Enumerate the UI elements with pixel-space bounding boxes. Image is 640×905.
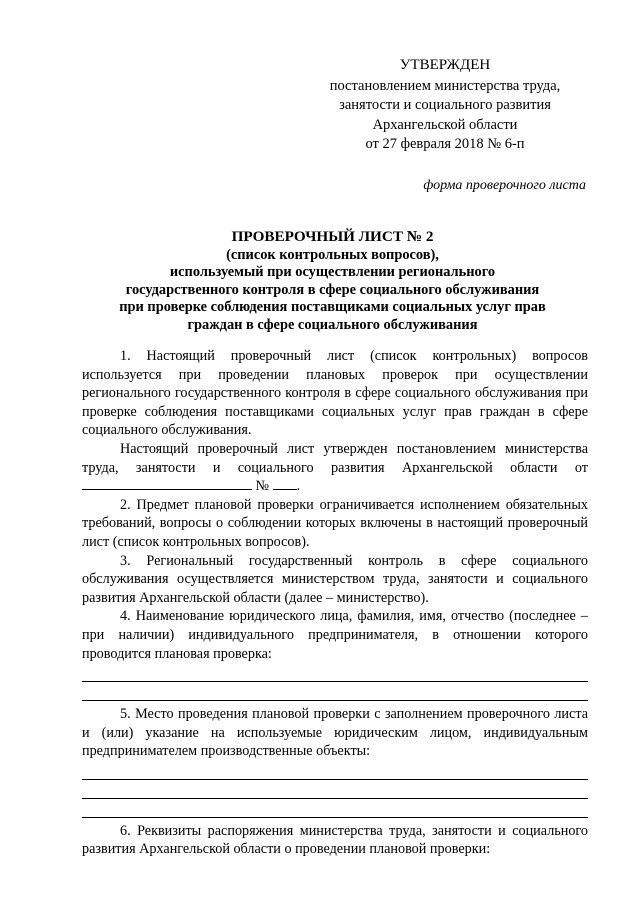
approval-line: занятости и социального развития (339, 97, 551, 113)
heading-line: (список контрольных вопросов), (226, 246, 439, 263)
heading-line: при проверке соблюдения поставщиками социальных услуг прав (119, 299, 546, 315)
paragraph-1-approval (82, 440, 588, 496)
paragraph-4: 4. Наименование юридического лица, фамилия, имя, отчество (последнее – при наличии) индивидуального предпринимателя, в отношении которого проводится плановая проверка: (82, 608, 588, 662)
fill-in-line[interactable] (82, 779, 588, 780)
approval-title: УТВЕРЖДЕН (399, 57, 491, 73)
paragraph-3: 3. Региональный государственный контроль в сфере социального обслуживания осуществляется министерством труда, занятости и социального развития Архангельской области (далее – министерство). (82, 552, 588, 606)
period: . (296, 478, 301, 495)
paragraph-5: 5. Место проведения плановой проверки с заполнением проверочного листа и (или) указание на используемые юридическим лицом, индивидуальным предпринимателем производственные объекты: (82, 706, 588, 760)
number-sign: № (255, 478, 270, 495)
document-heading (80, 228, 585, 334)
fill-in-line[interactable] (82, 817, 588, 818)
approval-date: от 27 февраля 2018 № 6-п (365, 136, 525, 152)
heading-line: государственного контроля в сфере социального обслуживания (125, 281, 540, 298)
paragraph-2: 2. Предмет плановой проверки ограничивается исполнением обязательных требований, вопросы о соблюдении которых включены в настоящий проверочный лист (список контрольных вопросов). (82, 496, 588, 550)
number-blank[interactable] (273, 477, 297, 490)
date-blank[interactable] (82, 477, 252, 490)
fill-in-line[interactable] (82, 798, 588, 799)
fill-in-line[interactable] (82, 700, 588, 701)
approval-line: постановлением министерства труда, (329, 77, 561, 94)
paragraph-6: 6. Реквизиты распоряжения министерства труда, занятости и социального развития Архангельской области о проведении плановой проверки: (82, 822, 588, 858)
approval-line: Архангельской области (372, 116, 518, 133)
paragraph-1: 1. Настоящий проверочный лист (список контрольных) вопросов используется при проведении плановых проверок при осуществлении регионального государственного контроля в сфере социального обслуживания при проверке соблюдения поставщиками социальных услуг прав граждан в сфере социального обслуживания. (82, 348, 588, 439)
heading-line: используемый при осуществлении регионального (169, 264, 496, 280)
document-body (82, 347, 588, 859)
approval-reference-text: Настоящий проверочный лист утвержден постановлением министерства труда, занятости и социального развития Архангельской области от (82, 440, 588, 476)
heading-line: граждан в сфере социального обслуживания (187, 316, 478, 333)
approval-block (300, 56, 590, 155)
form-note: форма проверочного листа (423, 178, 586, 193)
fill-in-line[interactable] (82, 681, 588, 682)
document-title: ПРОВЕРОЧНЫЙ ЛИСТ № 2 (231, 228, 434, 245)
